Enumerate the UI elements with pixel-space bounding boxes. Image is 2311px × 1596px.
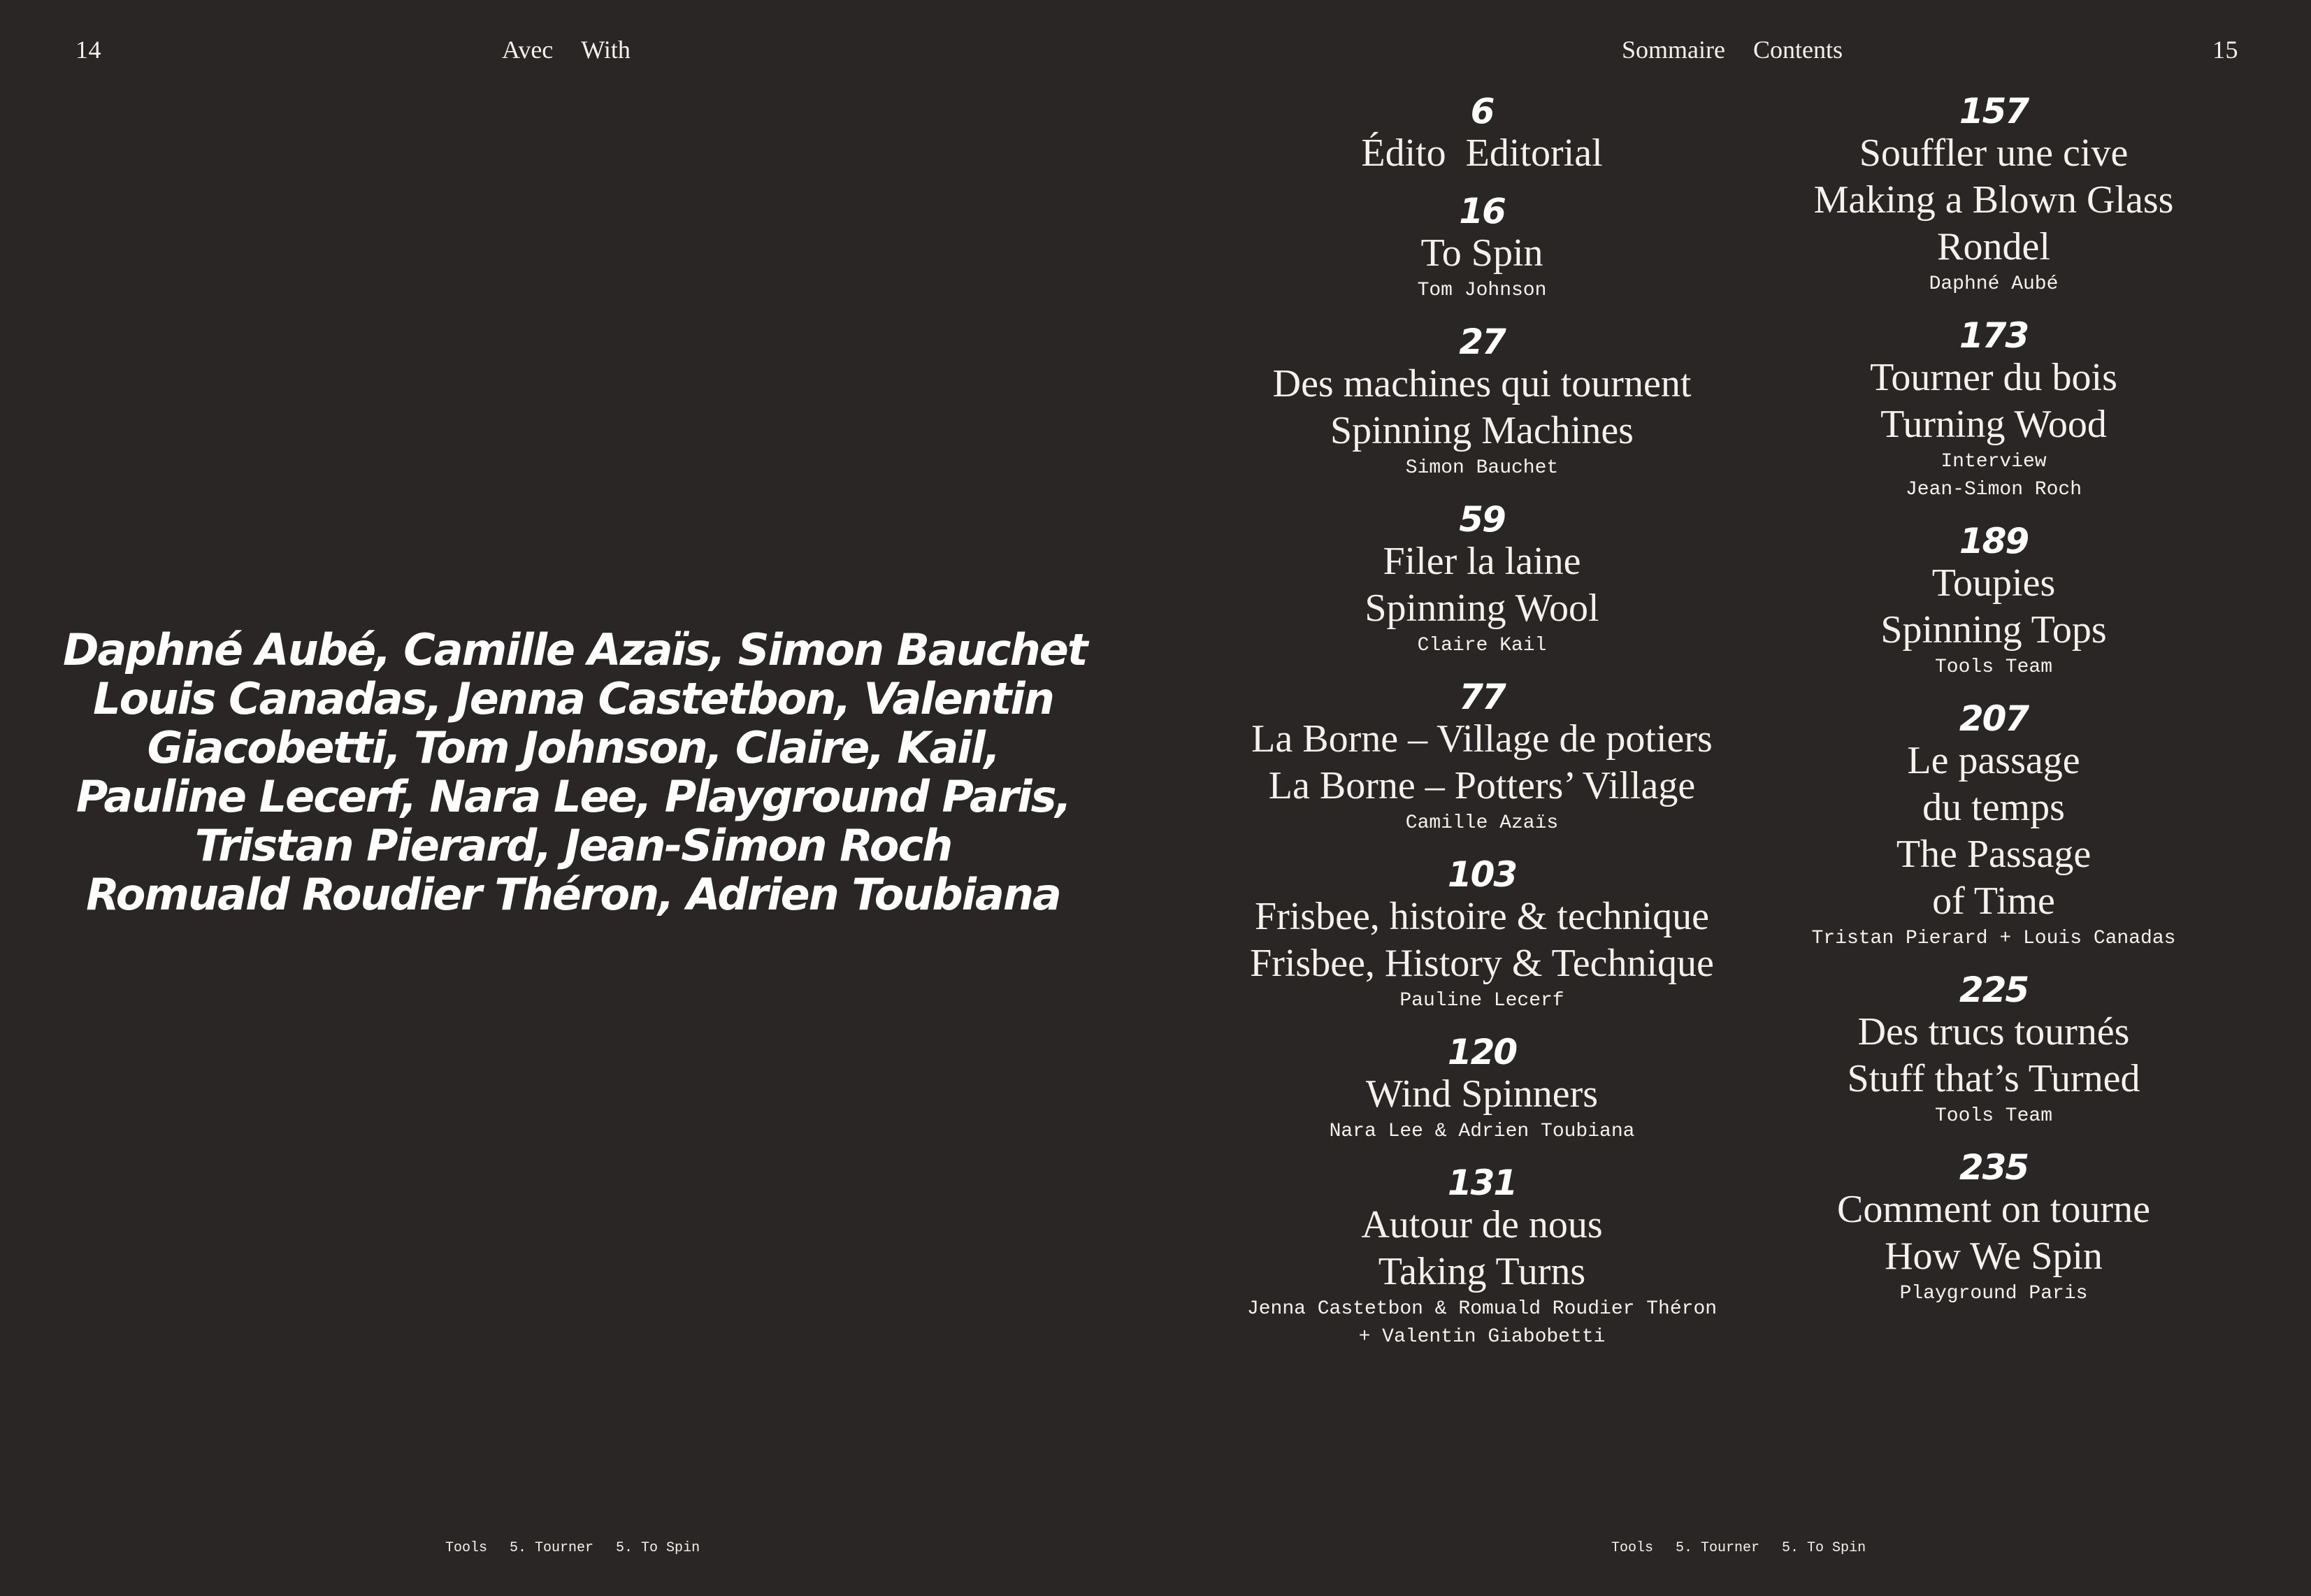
entry-page-number: 59 (1459, 499, 1505, 540)
entry-title: Stuff that’s Turned (1847, 1057, 2140, 1100)
running-head-en: With (581, 36, 631, 64)
contributors-line: Pauline Lecerf, Nara Lee, Playground Paris, (75, 771, 1071, 822)
left-page-number: 14 (75, 36, 101, 64)
running-head-fr: Sommaire (1622, 36, 1725, 64)
contents-entry (1749, 522, 2238, 682)
contents-entry (1202, 501, 1762, 660)
entry-title: Making a Blown Glass (1813, 178, 2174, 222)
running-head-fr: Avec (502, 36, 554, 64)
contents-entry (1202, 678, 1762, 837)
contents-entry (1749, 92, 2238, 299)
entry-author: Interview (1941, 451, 2047, 473)
entry-title: Souffler une cive (1859, 131, 2129, 175)
entry-author: Simon Bauchet (1405, 457, 1559, 479)
entry-title: Frisbee, History & Technique (1250, 942, 1714, 985)
entry-author: Jenna Castetbon & Romuald Roudier Théron (1246, 1298, 1718, 1320)
footer-issue-en: 5. To Spin (616, 1540, 700, 1556)
contents-entry (1202, 856, 1762, 1015)
entry-title: Des machines qui tournent (1272, 362, 1692, 405)
entry-title: of Time (1932, 879, 2055, 923)
contents-entry (1202, 1164, 1762, 1351)
entry-author: + Valentin Giabobetti (1358, 1326, 1606, 1348)
entry-title: Comment on tourne (1837, 1188, 2150, 1231)
entry-title: Spinning Tops (1880, 608, 2107, 652)
entry-page-number: 103 (1447, 854, 1517, 895)
contents-entry (1202, 1033, 1762, 1146)
entry-author: Tools Team (1934, 1105, 2053, 1127)
entry-title: Rondel (1937, 225, 2050, 268)
entry-page-number: 16 (1459, 191, 1505, 231)
entry-title: Spinning Wool (1365, 587, 1599, 630)
contributors-line: Louis Canadas, Jenna Castetbon, Valentin (93, 673, 1053, 724)
entry-title: Toupies (1931, 561, 2056, 605)
entry-page-number: 235 (1959, 1147, 2029, 1188)
contents-entry (1749, 317, 2238, 504)
contents-entry (1749, 1149, 2238, 1308)
footer-publication: Tools (445, 1540, 488, 1556)
entry-author: Pauline Lecerf (1399, 990, 1564, 1012)
entry-author: Tom Johnson (1417, 280, 1547, 301)
left-running-head (502, 35, 631, 64)
entry-title: Autour de nous (1361, 1203, 1603, 1246)
contents-entry (1749, 971, 2238, 1130)
entry-author: Nara Lee & Adrien Toubiana (1329, 1121, 1635, 1142)
entry-title: du temps (1922, 786, 2065, 829)
contents-entry (1202, 323, 1762, 482)
contributors-line: Giacobetti, Tom Johnson, Claire, Kail, (147, 722, 1000, 773)
entry-page-number: 27 (1459, 322, 1505, 362)
entry-title: How We Spin (1885, 1235, 2103, 1278)
entry-title: Le passage (1907, 739, 2080, 782)
entry-page-number: 77 (1459, 677, 1505, 717)
entry-page-number: 157 (1959, 91, 2029, 131)
entry-title: La Borne – Potters’ Village (1268, 764, 1696, 807)
entry-title: To Spin (1420, 231, 1543, 275)
entry-title: Tourner du bois (1870, 356, 2117, 399)
entry-author: Jean-Simon Roch (1905, 479, 2082, 501)
contributors-list (63, 624, 1087, 920)
contents-entry (1749, 700, 2238, 953)
entry-page-number: 131 (1447, 1163, 1517, 1203)
entry-author: Tools Team (1934, 656, 2053, 678)
contents-entry (1202, 92, 1762, 177)
entry-title: The Passage (1896, 833, 2092, 876)
right-footer (1611, 1540, 1866, 1556)
left-footer (445, 1540, 700, 1556)
entry-author: Camille Azaïs (1405, 812, 1559, 834)
entry-title: La Borne – Village de potiers (1251, 717, 1713, 761)
contents-column-left (1202, 92, 1762, 1351)
entry-title: Des trucs tournés (1857, 1010, 2130, 1054)
right-running-head (1622, 35, 1843, 64)
footer-issue-fr: 5. Tourner (1676, 1540, 1760, 1556)
entry-page-number: 120 (1447, 1032, 1517, 1072)
footer-issue-fr: 5. Tourner (510, 1540, 594, 1556)
footer-issue-en: 5. To Spin (1782, 1540, 1866, 1556)
entry-title: Édito Editorial (1361, 131, 1603, 175)
running-head-en: Contents (1752, 36, 1843, 64)
entry-page-number: 189 (1959, 521, 2029, 561)
entry-title: Frisbee, histoire & technique (1254, 895, 1710, 938)
entry-page-number: 6 (1470, 91, 1494, 131)
entry-title: Taking Turns (1378, 1250, 1586, 1293)
right-page-number: 15 (2212, 36, 2238, 64)
contributors-line: Romuald Roudier Théron, Adrien Toubiana (86, 869, 1060, 920)
entry-title: Spinning Machines (1330, 409, 1634, 452)
footer-publication: Tools (1611, 1540, 1654, 1556)
entry-author: Playground Paris (1899, 1283, 2088, 1304)
contributors-line: Daphné Aubé, Camille Azaïs, Simon Bauchet (63, 624, 1087, 675)
entry-title: Turning Wood (1880, 403, 2107, 446)
contents-column-right (1749, 92, 2238, 1308)
entry-author: Daphné Aubé (1929, 273, 2059, 295)
entry-page-number: 173 (1959, 315, 2029, 356)
entry-title: Wind Spinners (1365, 1072, 1599, 1116)
entry-page-number: 225 (1959, 970, 2029, 1010)
entry-page-number: 207 (1959, 698, 2029, 739)
entry-title: Filer la laine (1383, 540, 1581, 583)
contributors-line: Tristan Pierard, Jean-Simon Roch (194, 820, 952, 871)
entry-author: Claire Kail (1417, 635, 1547, 656)
entry-author: Tristan Pierard + Louis Canadas (1811, 928, 2176, 949)
contents-entry (1202, 192, 1762, 305)
